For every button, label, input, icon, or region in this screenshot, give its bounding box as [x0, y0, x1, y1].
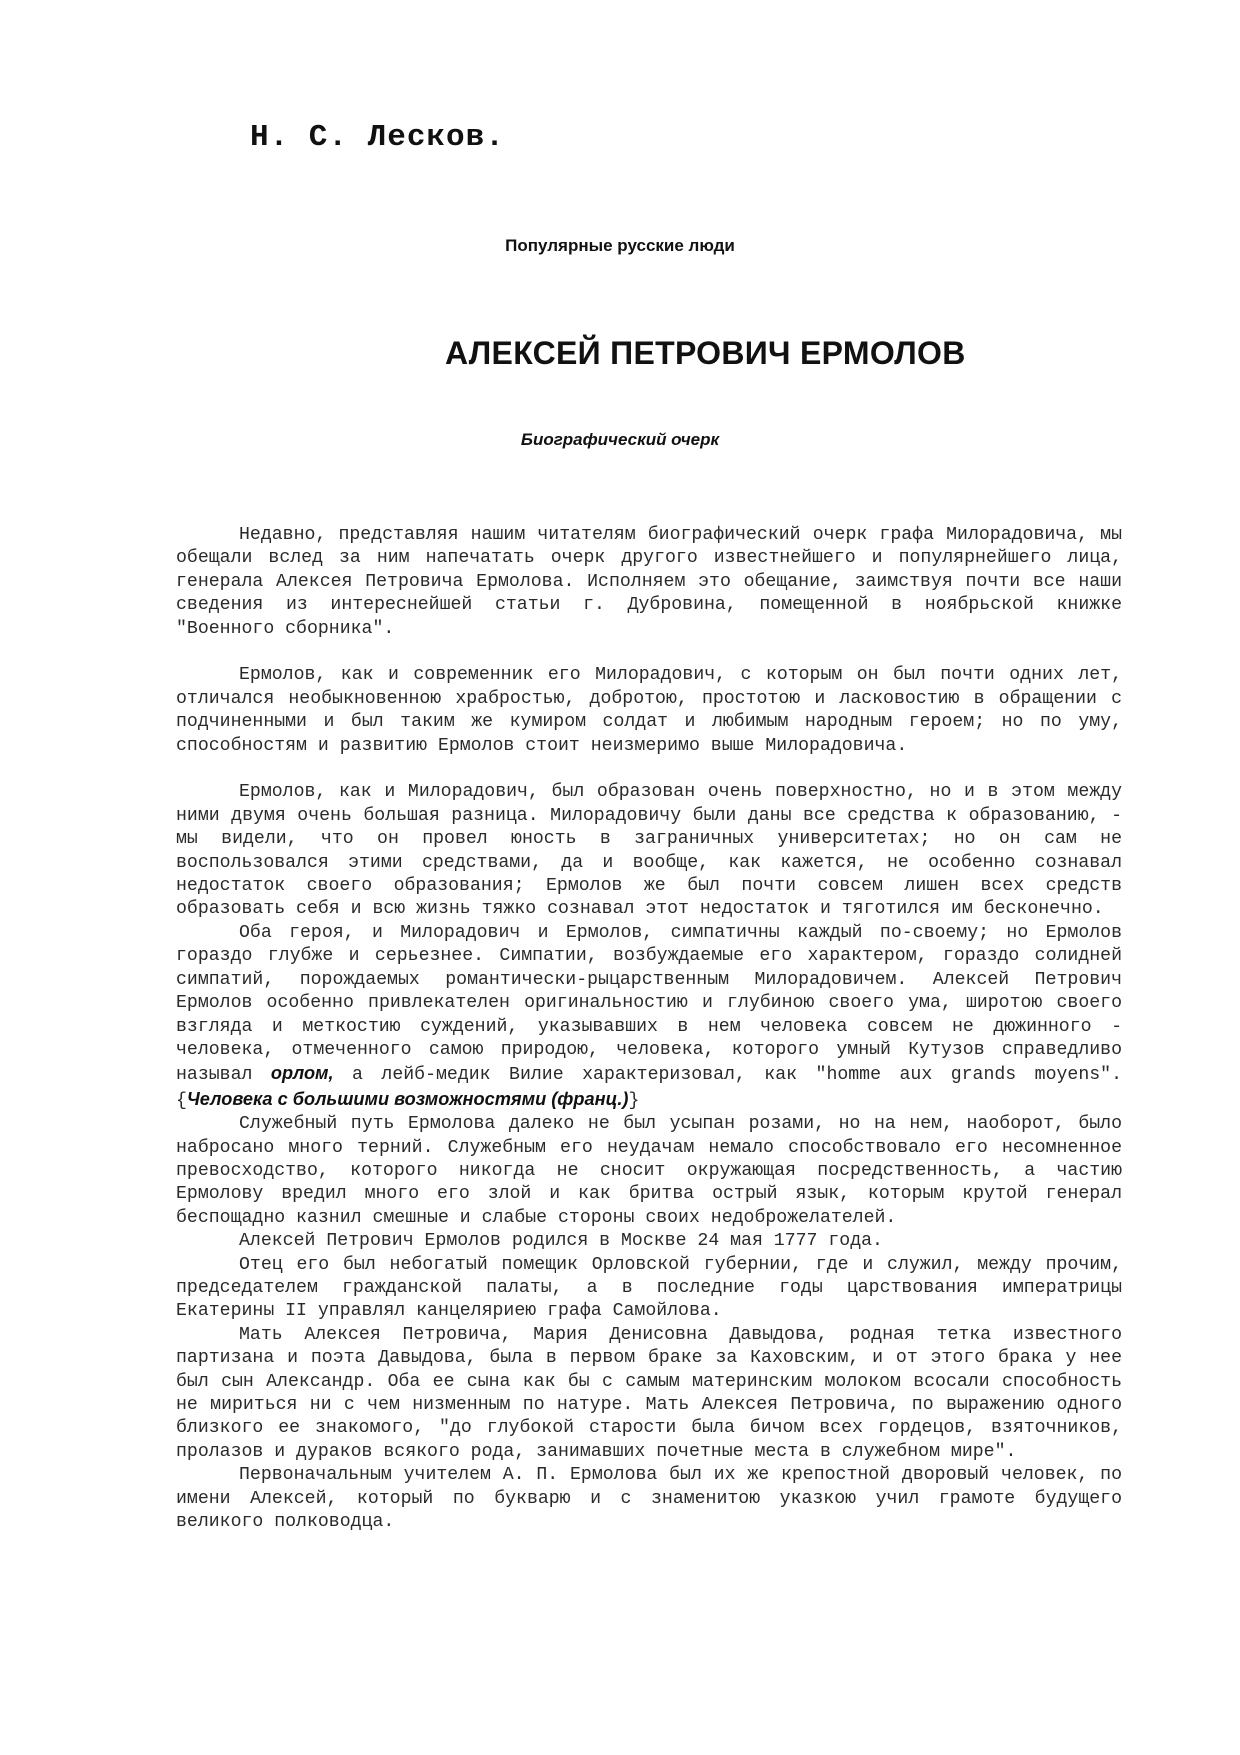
emphasis-text: орлом,: [270, 1063, 334, 1084]
paragraph: Ермолов, как и современник его Милорадович, с которым он был почти одних лет, отличался необыкновенною храбростью, добротою, простотою и ласковостию в обращении с подчиненными и был таким же кумиром солдат и любимым народным героем; но по уму, способностям и развитию Ермолов стоит неизмеримо выше Милорадовича.: [176, 665, 1122, 756]
paragraph: [176, 922, 1122, 1113]
author-name: Н. С. Лесков.: [250, 120, 505, 155]
paragraph-text: }: [628, 1090, 640, 1111]
paragraph: Ермолов, как и Милорадович, был образован очень поверхностно, но и в этом между ними двумя очень большая разница. Милорадовичу были даны все средства к образованию, - мы видели, что он провел юность в заграничных университетах; но он сам не воспользовался этими средствами, да и вообще, как кажется, не особенно сознавал недостаток своего образования; Ермолов же был почти совсем лишен всех средств образовать себя и всю жизнь тяжко сознавал этот недостаток и тяготился им бесконечно.: [176, 782, 1122, 920]
paragraph-text: а лейб-медик Вилие характеризовал, как "homme aux grands moyens". {: [176, 1065, 1122, 1111]
page-title: АЛЕКСЕЙ ПЕТРОВИЧ ЕРМОЛОВ: [445, 335, 966, 371]
article-body: [176, 524, 1122, 1534]
translation-note: Человека с большими возможностями (франц.): [186, 1088, 629, 1109]
paragraph: Недавно, представляя нашим читателям биографический очерк графа Милорадовича, мы обещали вслед за ним напечатать очерк другого известнейшего и популярнейшего лица, генерала Алексея Петровича Ермолова. Исполняем это обещание, заимствуя почти все наши сведения из интереснейшей статьи г. Дубровина, помещенной в ноябрьской книжке "Военного сборника".: [176, 525, 1122, 639]
series-title: Популярные русские люди: [505, 236, 735, 255]
paragraph-text: Оба героя, и Милорадович и Ермолов, симпатичны каждый по-своему; но Ермолов гораздо глубже и серьезнее. Симпатии, возбуждаемые его характером, гораздо солидней симпатий, порождаемых романтически-рыцарственным Милорадовичем. Алексей Петрович Ермолов особенно привлекателен оригинальностию и глубиною своего ума, широтою своего взгляда и меткостию суждений, указывавших в нем человека совсем не дюжинного - человека, отмеченного самою природою, человека, которого умный Кутузов справедливо называл: [176, 922, 1122, 1086]
paragraph: Первоначальным учителем А. П. Ермолова был их же крепостной дворовый человек, по имени Алексей, который по букварю и с знаменитою указкою учил грамоте будущего великого полководца.: [176, 1465, 1122, 1533]
paragraph: Мать Алексея Петровича, Мария Денисовна Давыдова, родная тетка известного партизана и поэта Давыдова, была в первом браке за Каховским, и от этого брака у нее был сын Александр. Оба ее сына как бы с самым материнским молоком всосали способность не мириться ни с чем низменным по натуре. Мать Алексея Петровича, по выражению одного близкого ее знакомого, "до глубокой старости была бичом всех гордецов, взяточников, пролазов и дураков всякого рода, занимавших почетные места в служебном мире".: [176, 1324, 1122, 1462]
paragraph: Служебный путь Ермолова далеко не был усыпан розами, но на нем, наоборот, было набросано много терний. Служебным его неудачам немало способствовало его несомненное превосходство, которого никогда не сносит окружающая посредственность, а частию Ермолову вредил много его злой и как бритва острый язык, которым крутой генерал беспощадно казнил смешные и слабые стороны своих недоброжелателей.: [176, 1114, 1122, 1228]
subtitle: Биографический очерк: [520, 430, 720, 449]
paragraph: Отец его был небогатый помещик Орловской губернии, где и служил, между прочим, председателем гражданской палаты, а в последние годы царствования императрицы Екатерины II управлял канцеляриею графа Самойлова.: [176, 1254, 1122, 1322]
paragraph: Алексей Петрович Ермолов родился в Москве 24 мая 1777 года.: [239, 1231, 883, 1252]
